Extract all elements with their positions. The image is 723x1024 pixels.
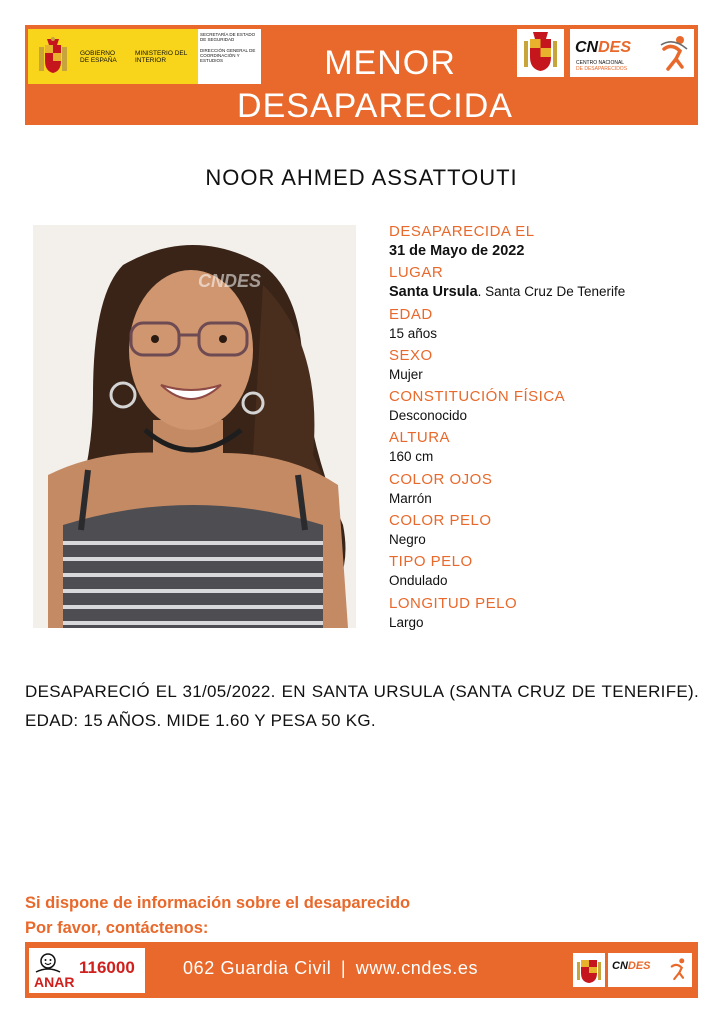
build-value: Desconocido [389,408,468,424]
field-missing-since [389,222,709,263]
hair-color-value: Negro [389,532,426,548]
footer-cndes-wordmark [612,960,651,972]
height-value: 160 cm [389,449,434,465]
field-height [389,428,709,469]
field-build [389,387,709,428]
spain-coat-of-arms-icon [36,37,70,77]
missing-person-photo [33,225,356,628]
height-label: ALTURA [389,429,451,447]
cndes-wordmark-cn: CN [575,39,599,56]
gov-spain-label: GOBIERNO DE ESPAÑA [80,50,117,64]
anar-phone-number[interactable]: 116000 [79,958,135,977]
details-panel [389,222,709,635]
field-eye-color [389,470,709,511]
cndes-wordmark [575,39,631,57]
contact-line-1: Si dispone de información sobre el desaparecido [25,894,411,912]
cndes-subtitle-line1: CENTRO NACIONAL [576,60,625,66]
field-place [389,263,709,304]
field-hair-length [389,594,709,635]
guardia-crest-icon [517,29,564,77]
age-value: 15 años [389,325,438,341]
build-label: CONSTITUCIÓN FÍSICA [389,388,566,406]
guardia-civil-number[interactable]: 062 [183,958,215,978]
direction-label: DIRECCIÓN GENERAL DE COORDINACIÓN Y ESTUDIOS [200,48,256,63]
contact-callout [25,891,410,941]
description-text: DESAPARECIÓ EL 31/05/2022. EN SANTA URSULA (SANTA CRUZ DE TENERIFE). EDAD: 15 AÑOS. MIDE 1.60 Y PESA 50 KG. [25,682,699,730]
footer-crest-icon [573,953,605,987]
hair-length-label: LONGITUD PELO [389,594,518,612]
anar-logo [29,948,145,993]
footer-separator: | [340,958,347,978]
field-sex [389,346,709,387]
footer-banner [25,942,698,998]
missing-since-date: 31 de Mayo de 2022 [389,243,525,259]
place-province: . Santa Cruz De Tenerife [477,284,626,300]
banner-title-line2: DESAPARECIDA [237,87,513,125]
banner-title-line1: MENOR [324,44,456,82]
hair-type-label: TIPO PELO [389,553,473,571]
age-label: EDAD [389,305,433,323]
cndes-logo [570,29,694,77]
field-hair-type [389,552,709,593]
portrait-image [33,225,356,628]
eye-color-label: COLOR OJOS [389,470,493,488]
footer-runner-icon [668,957,688,981]
photo-watermark: CNDES [198,271,262,291]
sex-label: SEXO [389,346,433,364]
contact-line-2: Por favor, contáctenos: [25,919,209,937]
guardia-civil-label: Guardia Civil [220,958,332,978]
cndes-wordmark-des: DES [598,39,632,56]
field-hair-color [389,511,709,552]
cndes-subtitle [576,61,627,72]
place-town: Santa Ursula [389,284,478,301]
hair-length-value: Largo [389,614,424,630]
footer-cndes-cn: CN [612,960,628,972]
ministry-label: MINISTERIO DEL INTERIOR [135,50,188,64]
anar-wordmark: ANAR [34,974,75,990]
missing-person-name: NOOR AHMED ASSATTOUTI [205,165,518,190]
footer-crest-logo [573,953,605,987]
anar-face-icon [35,952,61,974]
hair-type-value: Ondulado [389,573,448,589]
secretariat-label: SECRETARÍA DE ESTADO DE SEGURIDAD [200,32,256,42]
runner-icon [658,35,690,71]
cndes-subtitle-line2: DE DESAPARECIDOS [576,65,628,72]
field-age [389,305,709,346]
header-banner [25,25,698,125]
eye-color-value: Marrón [389,490,432,506]
missing-since-label: DESAPARECIDA EL [389,223,535,240]
footer-contact-line [183,958,478,979]
crest-logo [517,29,564,77]
place-value [389,282,709,302]
hair-color-label: COLOR PELO [389,512,492,530]
footer-cndes-logo [608,953,692,987]
footer-cndes-des: DES [627,960,651,972]
missing-since-value [389,241,709,261]
place-label: LUGAR [389,264,444,282]
website-link[interactable]: www.cndes.es [355,958,479,978]
sex-value: Mujer [389,366,423,382]
